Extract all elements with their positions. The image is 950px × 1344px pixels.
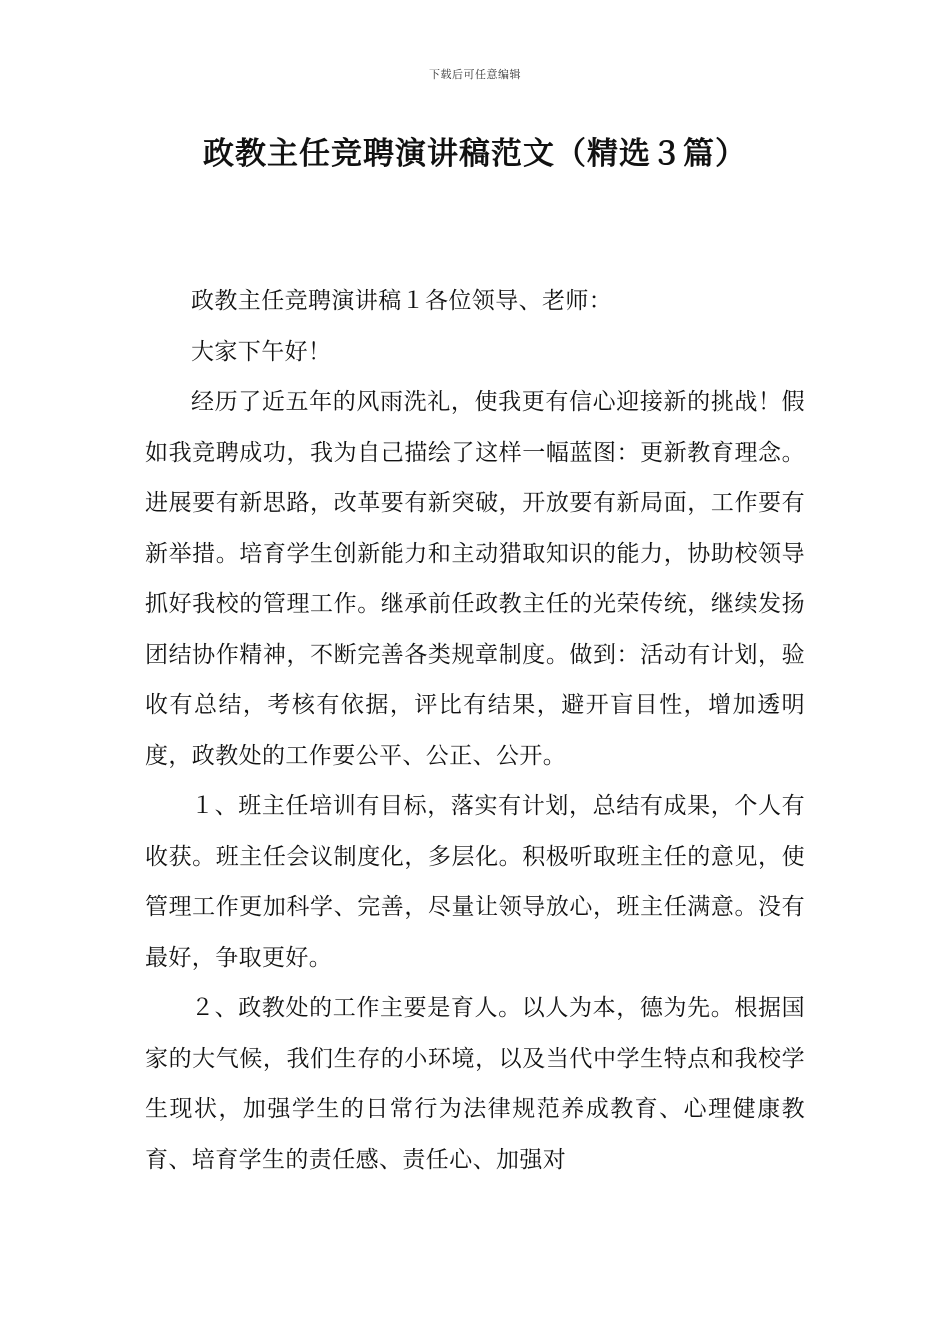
- paragraph-point-1: １、班主任培训有目标，落实有计划，总结有成果，个人有收获。班主任会议制度化，多层化。积极听取班主任的意见，使管理工作更加科学、完善，尽量让领导放心，班主任满意。没有最好，争取更好。: [145, 793, 805, 971]
- paragraph-point-2: ２、政教处的工作主要是育人。以人为本，德为先。根据国家的大气候，我们生存的小环境，以及当代中学生特点和我校学生现状，加强学生的日常行为法律规范养成教育、心理健康教育、培育学生的责任感、责任心、加强对: [145, 995, 805, 1173]
- document-title: 政教主任竞聘演讲稿范文（精选３篇）: [203, 136, 747, 172]
- paragraph-salutation: 大家下午好！: [191, 338, 332, 365]
- document-body: [145, 276, 805, 1185]
- paragraph-greeting: 政教主任竞聘演讲稿１各位领导、老师：: [191, 288, 613, 314]
- header-note: 下载后可任意编辑: [429, 68, 521, 81]
- paragraph-vision: 经历了近五年的风雨洗礼，使我更有信心迎接新的挑战！假如我竞聘成功，我为自己描绘了这样一幅蓝图：更新教育理念。进展要有新思路，改革要有新突破，开放要有新局面，工作要有新举措。培育学生创新能力和主动猎取知识的能力，协助校领导抓好我校的管理工作。继承前任政教主任的光荣传统，继续发扬团结协作精神，不断完善各类规章制度。做到：活动有计划，验收有总结，考核有依据，评比有结果，避开盲目性，增加透明度，政教处的工作要公平、公正、公开。: [145, 389, 805, 769]
